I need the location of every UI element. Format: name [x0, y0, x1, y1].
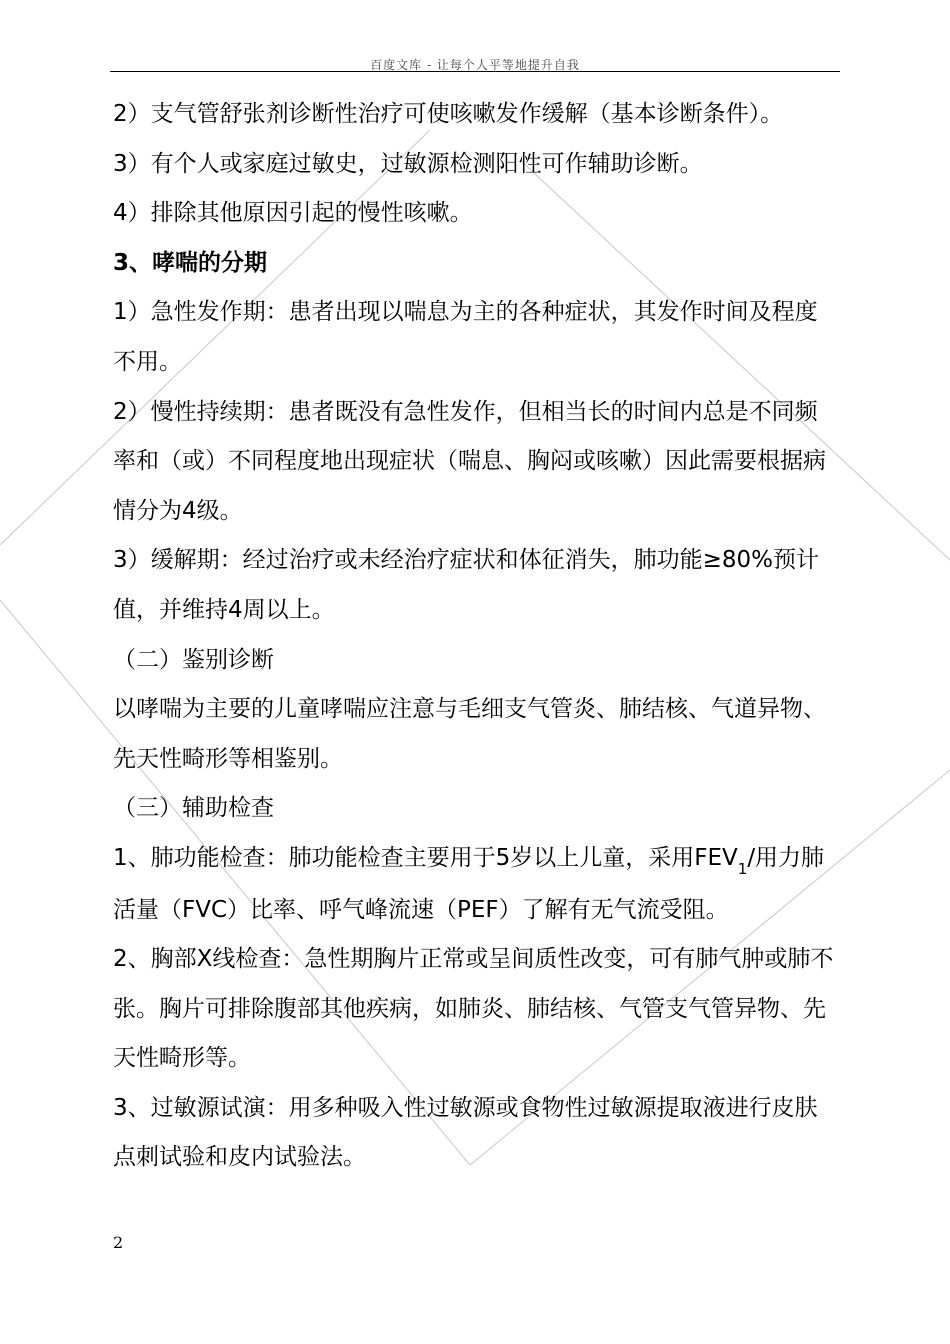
section-heading-differential: （二）鉴别诊断: [113, 646, 274, 673]
exam-allergen-test: 3、过敏源试演：用多种吸入性过敏源或食物性过敏源提取液进行皮肤点刺试验和皮内试验法。: [113, 1094, 818, 1171]
page-number: 2: [113, 1233, 124, 1252]
stage-remission: 3）缓解期：经过治疗或未经治疗症状和体征消失，肺功能≥80%预计值，并维持4周以上。: [113, 547, 820, 623]
diagnosis-item-4: 4）排除其他原因引起的慢性咳嗽。: [113, 200, 473, 227]
exam-lung-function: [113, 834, 839, 935]
document-body: [113, 90, 839, 1183]
section-heading-staging: 3、哮喘的分期: [113, 249, 268, 276]
exam-lung-function-post: /用力肺活量（FVC）比率、呼气峰流速（PEF）了解有无气流受阻。: [113, 844, 825, 923]
page-header: 百度文库 - 让每个人平等地提升自我: [370, 58, 580, 72]
section-heading-exams: （三）辅助检查: [113, 795, 274, 822]
stage-chronic: 2）慢性持续期：患者既没有急性发作，但相当长的时间内总是不同频率和（或）不同程度地出现症状（喘息、胸闷或咳嗽）因此需要根据病情分为4级。: [113, 398, 826, 524]
exam-lung-function-pre: 1、肺功能检查：肺功能检查主要用于5岁以上儿童，采用FEV: [113, 844, 738, 871]
header-rule: [110, 71, 840, 72]
differential-text: 以哮喘为主要的儿童哮喘应注意与毛细支气管炎、肺结核、气道异物、先天性畸形等相鉴别。: [113, 696, 826, 772]
fev-subscript: 1: [737, 859, 748, 878]
diagnosis-item-2: 2）支气管舒张剂诊断性治疗可使咳嗽发作缓解（基本诊断条件）。: [113, 101, 784, 127]
diagnosis-item-3: 3）有个人或家庭过敏史，过敏源检测阳性可作辅助诊断。: [113, 150, 703, 177]
stage-acute: 1）急性发作期：患者出现以喘息为主的各种症状，其发作时间及程度不用。: [113, 299, 818, 375]
exam-chest-xray: 2、胸部X线检查：急性期胸片正常或呈间质性改变，可有肺气肿或肺不张。胸片可排除腹部其他疾病，如肺炎、肺结核、气管支气管异物、先天性畸形等。: [113, 946, 834, 1072]
